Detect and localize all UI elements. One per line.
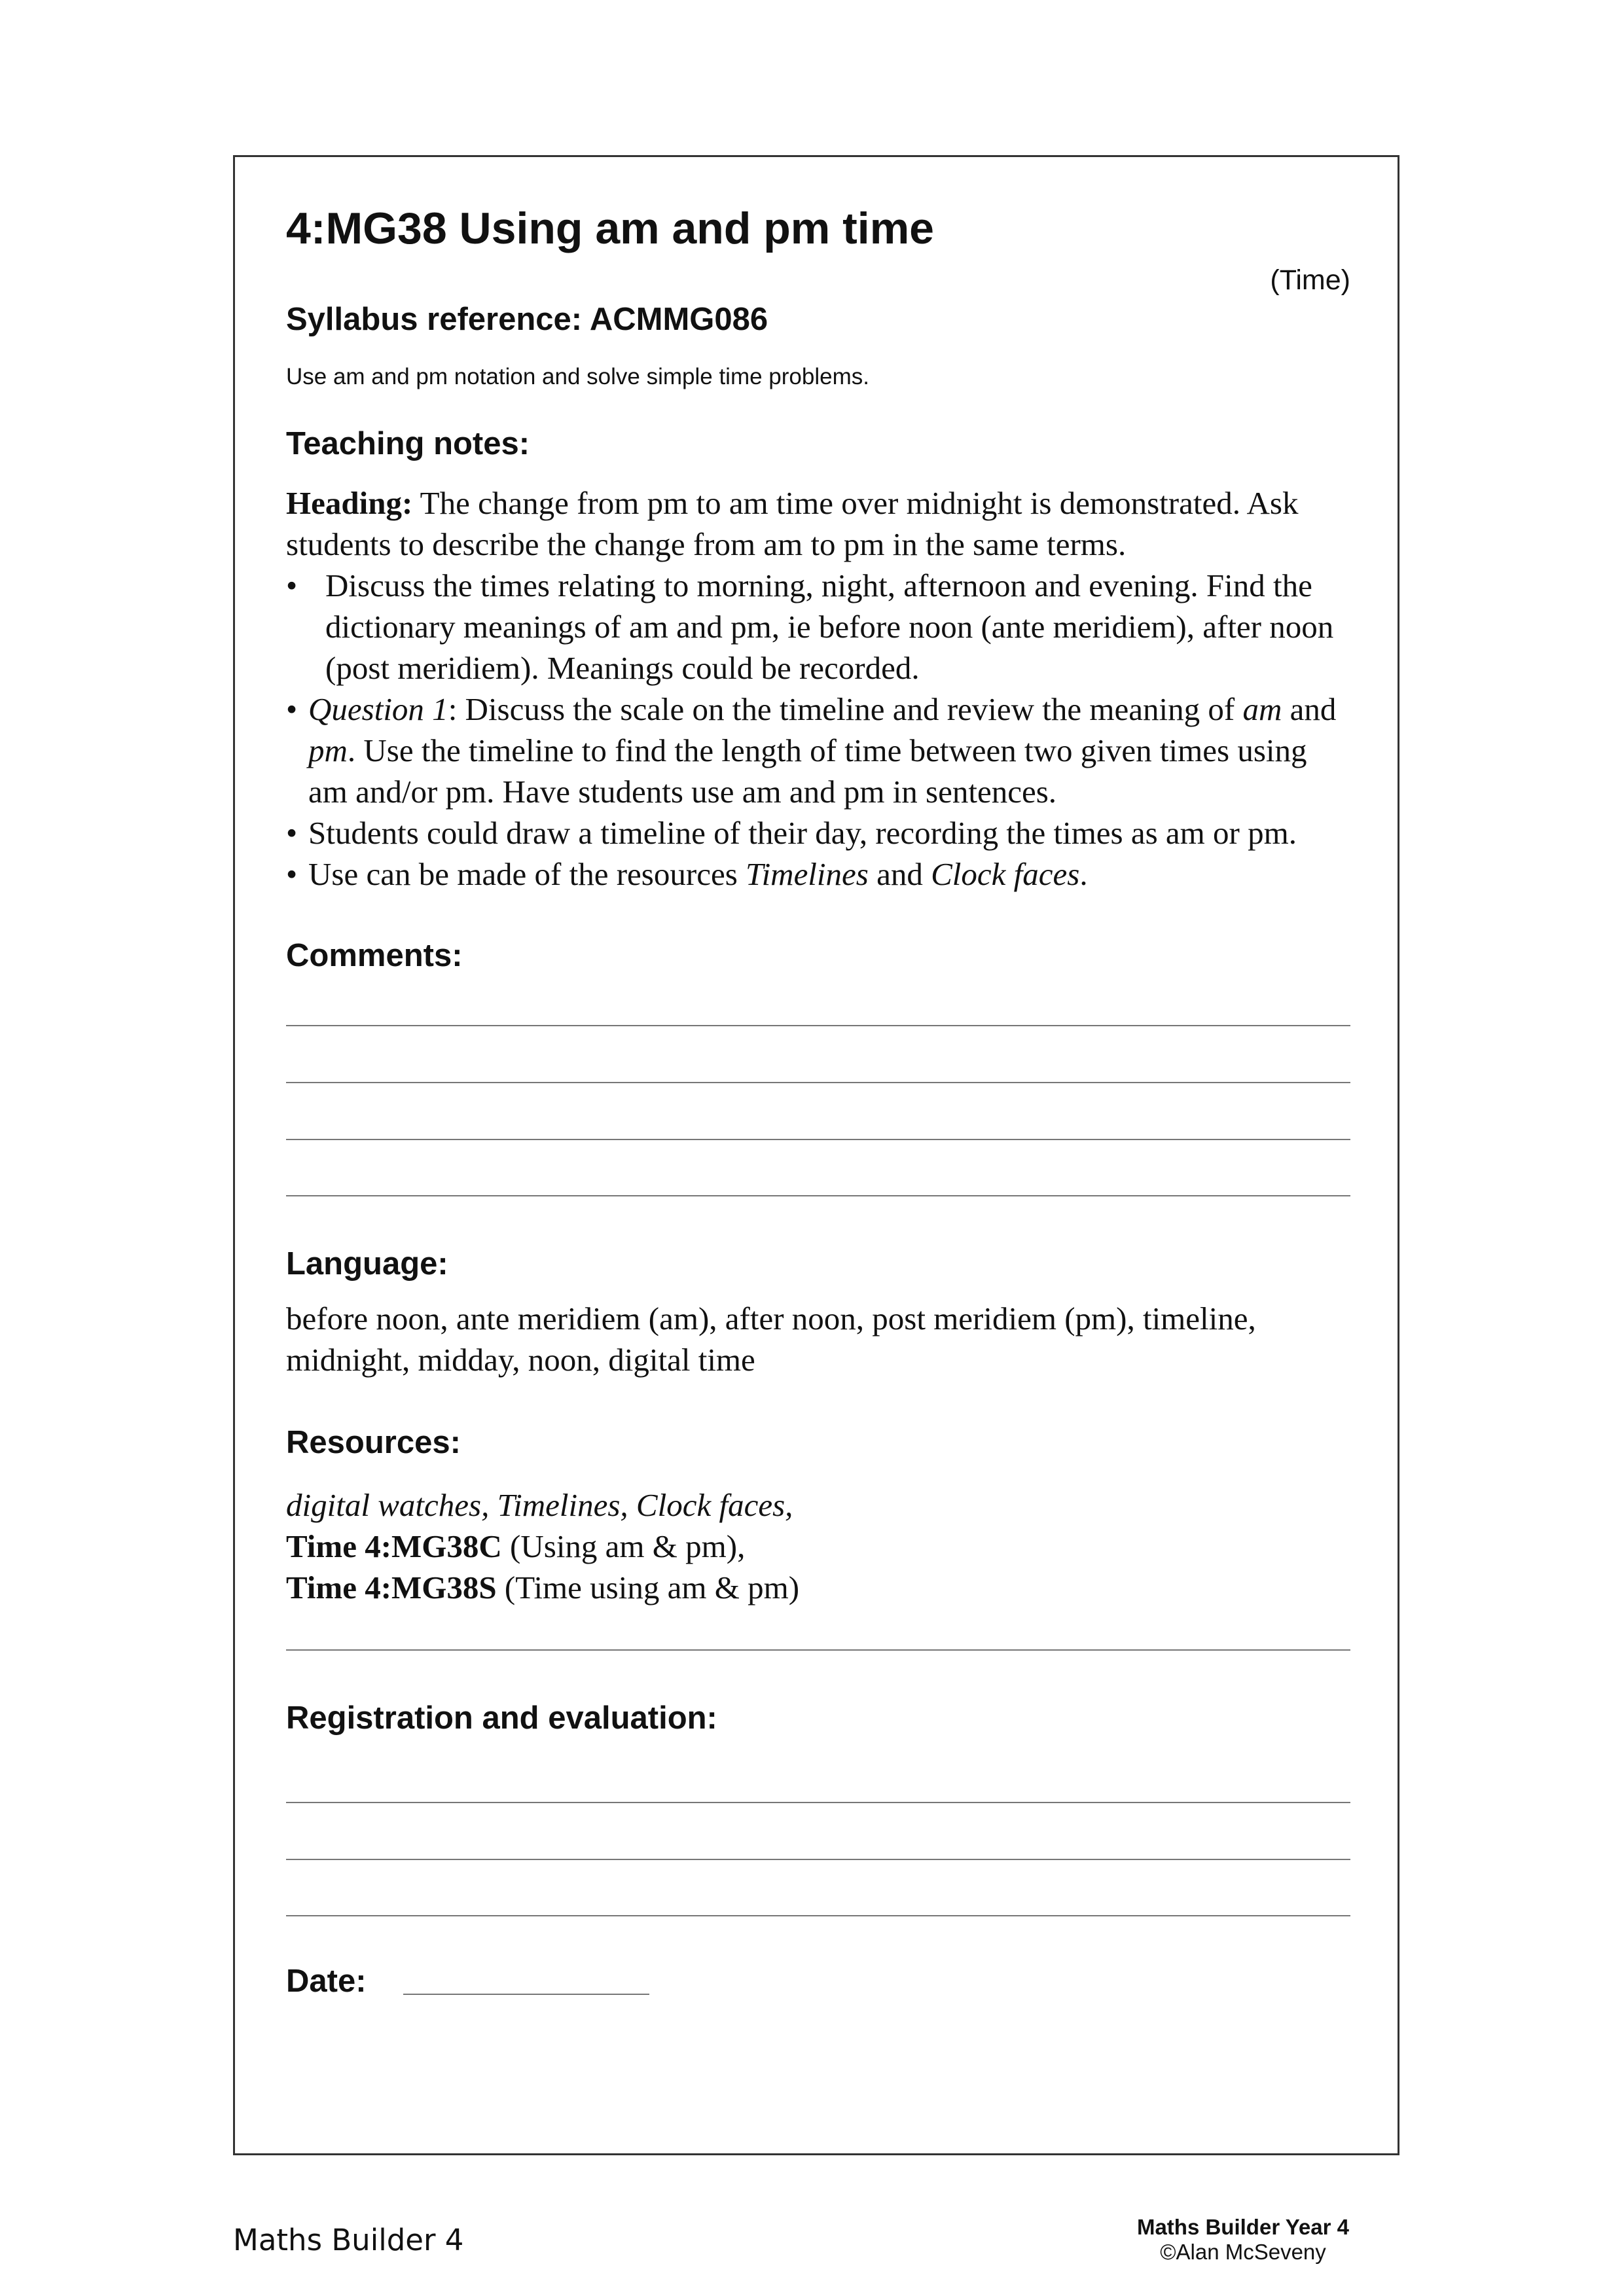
am-term: am (1242, 691, 1282, 727)
intro-label: Heading: (286, 485, 413, 521)
resources-line (286, 1484, 1353, 1526)
list-item (286, 565, 1353, 689)
syllabus-heading: Syllabus reference: ACMMG086 (286, 302, 768, 337)
evaluation-line (286, 1915, 1350, 1916)
list-item (286, 853, 1353, 895)
resource-name: Clock faces (931, 856, 1080, 892)
intro-text: The change from pm to am time over midnight is demonstrated. Ask students to describe the change from am to pm in the same terms. (286, 485, 1299, 562)
teaching-notes-list (286, 565, 1353, 895)
registration-heading: Registration and evaluation: (286, 1700, 717, 1736)
pm-term: pm (308, 732, 348, 768)
question-label: Question 1 (308, 691, 448, 727)
footer-series: Maths Builder Year 4 (1136, 2215, 1349, 2239)
list-item (286, 689, 1353, 812)
resource-title: (Using am & pm), (501, 1528, 746, 1564)
bullet-text: : Discuss the scale on the timeline and review the meaning of (448, 691, 1243, 727)
bullet-text: and (868, 856, 931, 892)
resource-code: Time 4:MG38C (286, 1528, 502, 1564)
bullet-text: . (1079, 856, 1088, 892)
bullet-text: and (1282, 691, 1337, 727)
bullet-text: Students could draw a timeline of their day, recording the times as am or pm. (308, 815, 1297, 851)
date-line (403, 1994, 649, 1995)
bullet-text: Discuss the times relating to morning, night, afternoon and evening. Find the dictionary meanings of am and pm, ie before noon (ante meridiem), after noon (post meridiem). Meanings could be recorded. (325, 567, 1334, 686)
resources-heading: Resources: (286, 1425, 461, 1460)
resource-code: Time 4:MG38S (286, 1570, 497, 1605)
evaluation-line (286, 1859, 1350, 1860)
comment-line (286, 1139, 1350, 1140)
date-label: Date: (286, 1964, 367, 1999)
bullet-text: . Use the timeline to find the length of time between two given times using am and/or pm. Have students use am and pm in sentences. (308, 732, 1307, 810)
comment-line (286, 1082, 1350, 1083)
resources-list (286, 1484, 1353, 1608)
bullet-text: Use can be made of the resources (308, 856, 746, 892)
footer-book-title: Maths Builder 4 (233, 2223, 464, 2257)
teaching-notes-body (286, 482, 1353, 895)
resource-name: Timelines (746, 856, 869, 892)
resources-materials: digital watches, Timelines, Clock faces, (286, 1487, 793, 1523)
resources-line (286, 1526, 1353, 1567)
evaluation-line (286, 1802, 1350, 1803)
footer-credit (1137, 2215, 1349, 2265)
teaching-notes-heading: Teaching notes: (286, 426, 530, 461)
language-heading: Language: (286, 1246, 448, 1282)
section-divider (286, 1649, 1350, 1651)
comment-line (286, 1195, 1350, 1196)
resource-title: (Time using am & pm) (496, 1570, 800, 1605)
syllabus-description: Use am and pm notation and solve simple time problems. (286, 364, 869, 389)
teaching-notes-intro (286, 482, 1353, 565)
page-title: 4:MG38 Using am and pm time (286, 204, 934, 253)
comments-heading: Comments: (286, 938, 463, 973)
language-text: before noon, ante meridiem (am), after noon, post meridiem (pm), timeline, midnight, midday, noon, digital time (286, 1300, 1256, 1378)
list-item (286, 812, 1353, 853)
footer-copyright: ©Alan McSeveny (1160, 2240, 1326, 2264)
resources-line (286, 1567, 1353, 1608)
strand-tag: (Time) (1270, 264, 1350, 296)
comment-line (286, 1025, 1350, 1026)
